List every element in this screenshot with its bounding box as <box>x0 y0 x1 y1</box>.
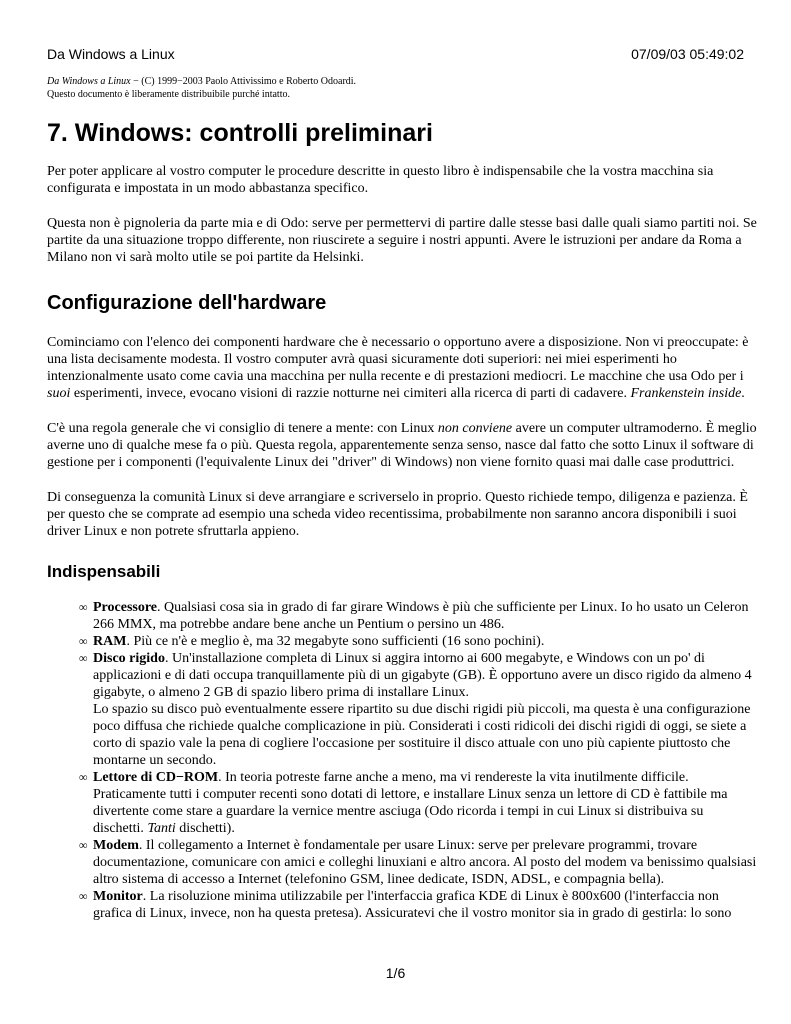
bullet-icon: ∞ <box>79 634 88 648</box>
copyright-line-1 <box>47 75 737 88</box>
list-item-text: . Un'installazione completa di Linux si aggira intorno ai 600 megabyte, e Windows con un po' di applicazioni e di dati occupa tranquillamente più di un gigabyte (GB). È opportuno avere un disco rigido da almeno 4 gigabyte, o almeno 2 GB di spazio libero prima di installare Linux. <box>93 651 752 700</box>
list-item-processore <box>79 599 757 633</box>
hardware-paragraph-3: Di conseguenza la comunità Linux si deve arrangiare e scriverselo in proprio. Questo richiede tempo, diligenza e pazienza. È per questo che se comprate ad esempio una scheda video recentissima, probabilmente non saranno ancora disponibili i suoi driver Linux e non potrete sfruttarla appieno. <box>47 490 748 539</box>
bullet-icon: ∞ <box>79 600 88 614</box>
list-item-disco-rigido <box>79 650 757 769</box>
list-item-term: Monitor <box>93 889 143 904</box>
list-item-term: Disco rigido <box>93 651 165 666</box>
list-item-text: . La risoluzione minima utilizzabile per l'interfaccia grafica KDE di Linux è 800x600 (l'interfaccia non grafica di Linux, invece, non ha questa pretesa). Assicuratevi che il vostro monitor sia in grado di gestirla: lo sono <box>93 889 732 921</box>
hardware-paragraph-2 <box>47 420 757 471</box>
hardware-paragraph-1 <box>47 334 757 402</box>
list-item-ram <box>79 633 757 650</box>
list-item-text-2: dischetti). <box>175 821 235 836</box>
copyright-line-2: Questo documento è liberamente distribuibile purché intatto. <box>47 89 290 100</box>
list-item-modem <box>79 837 757 888</box>
hardware-p1-text-a: Cominciamo con l'elenco dei componenti hardware che è necessario o opportuno avere a disposizione. Non vi preoccupate: è una lista decisamente modesta. Il vostro computer avrà quasi sicuramente doti superiori: nei miei esperimenti ho intenzionalmente usato come cavia una macchina per nulla recente e di prestazioni mediocri. Le macchine che usa Odo per i <box>47 335 749 384</box>
copyright-authors: − (C) 1999−2003 Paolo Attivissimo e Roberto Odoardi. <box>130 76 357 87</box>
hardware-p1-emphasis: suoi <box>47 386 71 401</box>
hardware-p1-text-c: . <box>741 386 745 401</box>
section-heading-hardware: Configurazione dell'hardware <box>47 292 327 314</box>
list-item-emphasis: Tanti <box>147 821 176 836</box>
bullet-icon: ∞ <box>79 651 88 665</box>
list-item-extra-text: Lo spazio su disco può eventualmente essere ripartito su due dischi rigidi più piccoli, ma questa è una configurazione poco diffusa che richiede qualche complicazione in più. Considerati i costi ridicoli dei dischi rigidi di oggi, se siete a corto di spazio vale la pena di cogliere l'occasione per sostituire il disco attuale con uno più capiente piuttosto che montarne un secondo. <box>93 702 751 768</box>
requirements-list <box>47 599 757 922</box>
hardware-p2-text-b: avere un computer ultramoderno. È meglio averne uno di qualche mese fa o più. Questa regola, apparentemente senza senso, nasce dal fatto che sotto Linux il software di gestione per i componenti (l'equivalente Linux dei "driver" di Windows) non viene fornito quasi mai dalle case produttrici. <box>47 421 757 470</box>
list-item-monitor <box>79 888 757 922</box>
bullet-icon: ∞ <box>79 889 88 903</box>
copyright-book-title: Da Windows a Linux <box>47 76 131 87</box>
hardware-p2-emphasis: non conviene <box>437 421 513 436</box>
intro-paragraph-1: Per poter applicare al vostro computer le procedure descritte in questo libro è indispensabile che la vostra macchina sia configurata e impostata in un modo abbastanza specifico. <box>47 164 714 196</box>
hardware-p1-text-b: esperimenti, invece, evocano visioni di razzie notturne nei cimiteri alla ricerca di parti di cadavere. <box>70 386 631 401</box>
copyright-notice <box>47 75 737 101</box>
list-item-text: . Il collegamento a Internet è fondamentale per usare Linux: serve per prelevare programmi, trovare documentazione, comunicare con amici e colleghi linuxiani e altro ancora. Al posto del modem va benissimo qualsiasi altro sistema di accesso a Internet (telefonino GSM, linee dedicate, ISDN, ADSL, e compagnia bella). <box>93 838 757 887</box>
intro-paragraph-2: Questa non è pignoleria da parte mia e di Odo: serve per permettervi di partire dalle stesse basi dalle quali siamo partiti noi. Se partite da una situazione troppo differente, non riuscirete a seguire i nostri appunti. Avere le istruzioni per andare da Roma a Milano non vi sarà molto utile se poi partite da Helsinki. <box>47 216 757 265</box>
list-item-term: Modem <box>93 838 139 853</box>
header-document-title: Da Windows a Linux <box>47 46 175 62</box>
bullet-icon: ∞ <box>79 770 88 784</box>
list-item-text: . In teoria potreste farne anche a meno, ma vi rendereste la vita inutilmente difficile. Praticamente tutti i computer recenti sono dotati di lettore, e installare Linux senza un lettore di CD è fattibile ma divertente come stare a guardare la vernice mentre asciuga (Odo ricorda i tempi in cui Linux si distribuiva su dischetti. <box>93 770 728 836</box>
header-timestamp: 07/09/03 05:49:02 <box>631 46 744 62</box>
document-body <box>47 117 757 922</box>
list-item-term: RAM <box>93 634 127 649</box>
list-item-term: Lettore di CD−ROM <box>93 770 219 785</box>
page-number: 1/6 <box>385 965 406 981</box>
section-heading-indispensabili: Indispensabili <box>47 562 161 581</box>
hardware-p1-emphasis-2: Frankenstein inside <box>630 386 742 401</box>
list-item-term: Processore <box>93 600 158 615</box>
list-item-text: . Qualsiasi cosa sia in grado di far girare Windows è più che sufficiente per Linux. Io ho usato un Celeron 266 MMX, ma potrebbe andare bene anche un Pentium o persino un 486. <box>93 600 749 632</box>
bullet-icon: ∞ <box>79 838 88 852</box>
hardware-p2-text-a: C'è una regola generale che vi consiglio di tenere a mente: con Linux <box>47 421 438 436</box>
list-item-text: . Più ce n'è e meglio è, ma 32 megabyte sono sufficienti (16 sono pochini). <box>126 634 545 649</box>
list-item-lettore-cd <box>79 769 757 837</box>
chapter-title: 7. Windows: controlli preliminari <box>47 119 433 147</box>
